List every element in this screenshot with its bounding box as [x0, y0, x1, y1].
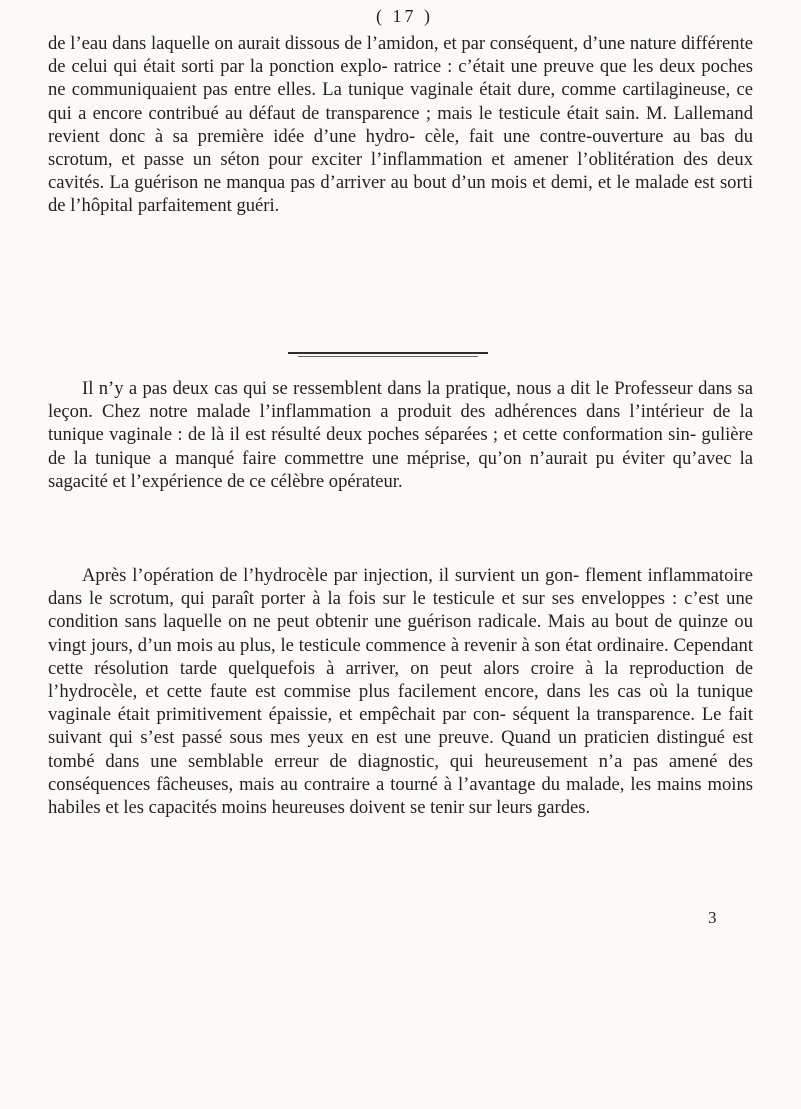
- signature-mark: 3: [708, 908, 717, 927]
- paragraph-case-conclusion: de l’eau dans laquelle on aurait dissous de l’amidon, et par conséquent, d’une nature différente de celui qui était sorti par la ponction explo- ratrice : c’était une preuve que les deux poches ne communiquaient pas entre elles. La tunique vaginale était dure, comme cartilagineuse, ce qui a encore contribué au défaut de transparence ; mais le testicule était sain. M. Lallemand revient donc à sa première idée d’une hydro- cèle, fait une contre-ouverture au bas du scrotum, et passe un séton pour exciter l’inflammation et amener l’oblitération des deux cavités. La guérison ne manqua pas d’arriver au bout d’un mois et demi, et le malade est sorti de l’hôpital parfaitement guéri.: [48, 33, 753, 217]
- paragraph-post-operation: Après l’opération de l’hydrocèle par injection, il survient un gon- flement inflammatoire dans le scrotum, qui paraît porter à la fois sur le testicule et sur ses enveloppes : c’est une condition sans laquelle on ne peut obtenir une guérison radicale. Mais au bout de quinze ou vingt jours, d’un mois au plus, le testicule commence à revenir à son état ordinaire. Cependant cette résolution tarde quelquefois à arriver, on peut alors croire à la reproduction de l’hydrocèle, et cette faute est commise plus facilement encore, dans les cas où la tunique vaginale était primitivement épaissie, et empêchait par con- séquent la transparence. Le fait suivant qui s’est passé sous mes yeux en est une preuve. Quand un praticien distingué est tombé dans une semblable erreur de diagnostic, qui heureusement n’a pas amené des conséquences fâcheuses, mais au contraire a tourné à l’avantage du malade, les mains moins habiles et les capacités moins heureuses doivent se tenir sur leurs gardes.: [48, 565, 753, 819]
- paragraph-professor-remark: Il n’y a pas deux cas qui se ressemblent dans la pratique, nous a dit le Professeur dans sa leçon. Chez notre malade l’inflammation a produit des adhérences dans l’intérieur de la tunique vaginale : de là il est résulté deux poches séparées ; et cette conformation sin- gulière de la tunique a manqué faire commettre une méprise, qu’on n’aurait pu éviter qu’avec la sagacité et l’expérience de ce célèbre opérateur.: [48, 378, 753, 492]
- section-divider: [288, 352, 488, 354]
- page-number: ( 17 ): [376, 6, 433, 26]
